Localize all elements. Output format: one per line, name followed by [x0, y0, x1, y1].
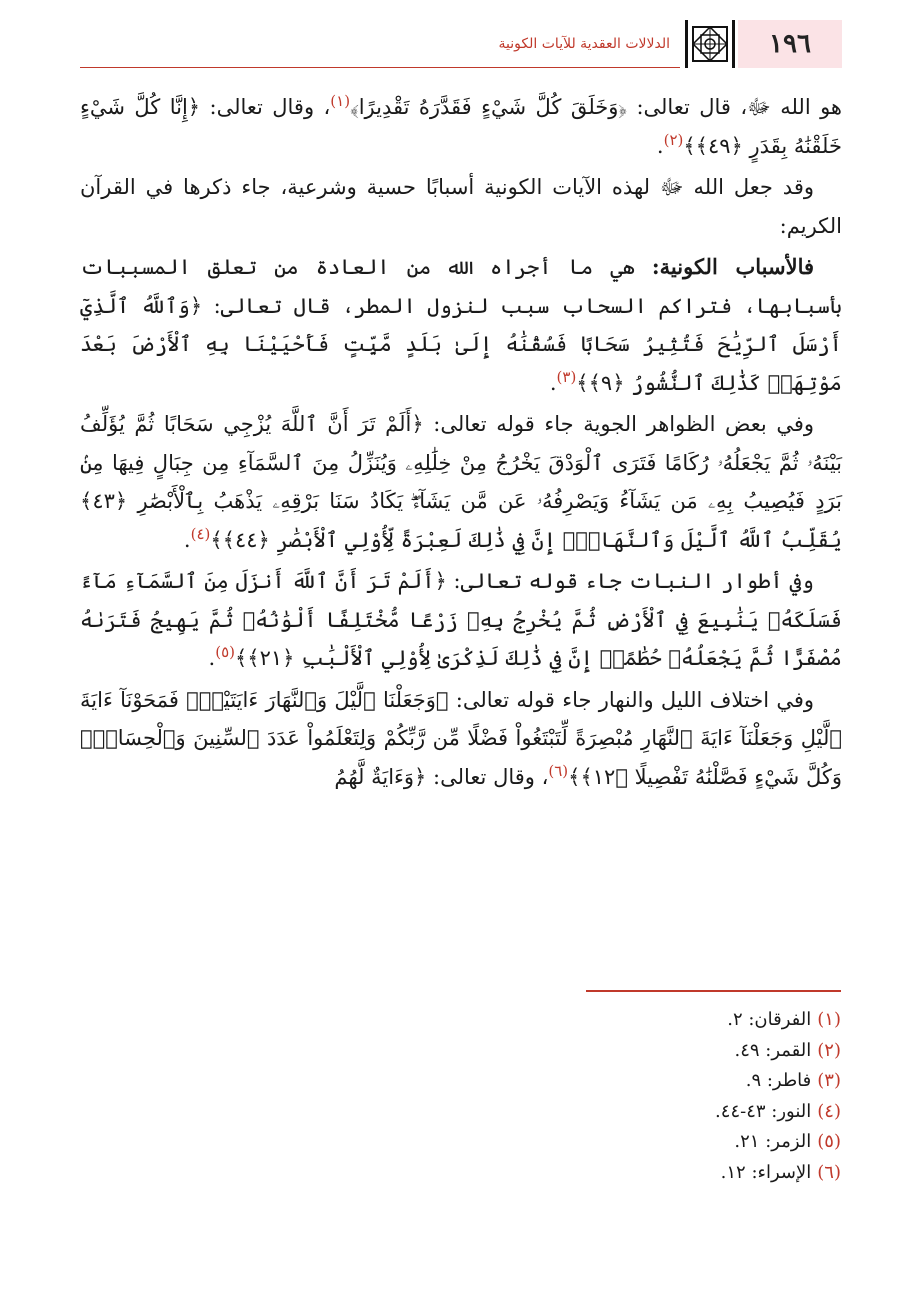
- footnote: [281, 1097, 841, 1128]
- main-text: [80, 88, 842, 799]
- running-title-text: الدلالات العقدية للآيات الكونية: [498, 35, 670, 52]
- footnote-number: (٣): [817, 1070, 841, 1091]
- quran-verse: ﴿وَخَلَقَ كُلَّ شَيْءٍ فَقَدَّرَهُ تَقْدِيرًا﴾: [350, 95, 628, 119]
- paragraph: [80, 168, 842, 245]
- text-run: وفي بعض الظواهر الجوية جاء قوله تعالى:: [423, 412, 815, 436]
- paragraph: [80, 88, 842, 165]
- footnote-ref: (٣): [556, 367, 577, 386]
- text-run: ، وقال تعالى:: [426, 764, 549, 789]
- footnote: [281, 1127, 841, 1158]
- text-run: .: [208, 646, 216, 670]
- footnote: [281, 1066, 841, 1097]
- footnotes: [281, 1005, 841, 1188]
- footnote-separator: [586, 990, 841, 992]
- footnote: [281, 1036, 841, 1067]
- paragraph: [80, 681, 842, 797]
- page-header: [80, 20, 842, 68]
- footnote-number: (٤): [817, 1100, 841, 1122]
- footnote-ref: (٦): [548, 761, 569, 780]
- footnote-number: (٦): [817, 1161, 841, 1183]
- footnote-ref: (١): [330, 92, 351, 110]
- text-run: .: [656, 133, 664, 158]
- footnote: [281, 1005, 841, 1036]
- paragraph: [80, 248, 842, 402]
- quran-verse: ﴿إِنَّا كُلَّ شَيْءٍ خَلَقْنَٰهُ بِقَدَرٍ ﴿٤٩﴾﴾: [80, 95, 842, 158]
- text-run: .: [549, 370, 557, 395]
- bold-term: فالأسباب الكونية:: [651, 254, 815, 279]
- footnote-text: فاطر: ٩.: [745, 1070, 812, 1091]
- footnote-text: القمر: ٤٩.: [734, 1039, 812, 1061]
- quran-verse: ﴿أَلَمْ تَرَ أَنَّ ٱللَّهَ يُزْجِي سَحَابًا ثُمَّ يُؤَلِّفُ بَيْنَهُۥ ثُمَّ يَجْعَلُهُۥ رُكَامًا فَتَرَى ٱلْوَدْقَ يَخْرُجُ مِنْ خِلَٰلِهِۦ وَيُنَزِّلُ مِنَ ٱلسَّمَآءِ مِن جِبَالٍ فِيهَا مِنۢ بَرَدٍ فَيُصِيبُ بِهِۦ مَن يَشَآءُ وَيَصْرِفُهُۥ عَن مَّن يَشَآءُۖ يَكَادُ سَنَا بَرْقِهِۦ يَذْهَبُ بِٱلْأَبْصَٰرِ ﴿٤٣﴾ يُقَلِّبُ ٱللَّهُ ٱلَّيْلَ وَٱلنَّهَارَۚ إِنَّ فِي ذَٰلِكَ لَعِبْرَةً لِّأُوْلِي ٱلْأَبْصَٰرِ ﴿٤٤﴾﴾: [80, 412, 842, 552]
- quran-verse: ﴿وَجَعَلْنَا ٱلَّيْلَ وَٱلنَّهَارَ ءَايَتَيْنِۖ فَمَحَوْنَآ ءَايَةَ ٱلَّيْلِ وَجَعَلْنَآ ءَايَةَ ٱلنَّهَارِ مُبْصِرَةً لِّتَبْتَغُواْ فَضْلًا مِّن رَّبِّكُمْ وَلِتَعْلَمُواْ عَدَدَ ٱلسِّنِينَ وَٱلْحِسَابَۚ وَكُلَّ شَيْءٍ فَصَّلْنَٰهُ تَفْصِيلًا ﴿١٢﴾﴾: [80, 687, 842, 789]
- running-title: [80, 20, 680, 68]
- text-run: ، وقال تعالى:: [200, 95, 331, 119]
- quran-verse: ﴿أَلَمْ تَرَ أَنَّ ٱللَّهَ أَنزَلَ مِنَ ٱلسَّمَآءِ مَآءً فَسَلَكَهُۥ يَنَٰبِيعَ فِي ٱلْأَرْضِ ثُمَّ يُخْرِجُ بِهِۦ زَرْعًا مُّخْتَلِفًا أَلْوَٰنُهُۥ ثُمَّ يَهِيجُ فَتَرَىٰهُ مُصْفَرًّا ثُمَّ يَجْعَلُهُۥ حُطَٰمًاۚ إِنَّ فِي ذَٰلِكَ لَذِكْرَىٰ لِأُوْلِي ٱلْأَلْبَٰبِ ﴿٢١﴾﴾: [80, 569, 842, 670]
- paragraph: [80, 405, 842, 559]
- text-run: وقد جعل الله ﷻ لهذه الآيات الكونية أسبابًا حسية وشرعية، جاء ذكرها في القرآن الكريم:: [80, 175, 842, 238]
- footnote-text: الزمر: ٢١.: [734, 1131, 812, 1152]
- text-run: .: [183, 527, 191, 552]
- footnote-number: (١): [817, 1009, 841, 1030]
- footnote-text: الفرقان: ٢.: [727, 1009, 812, 1030]
- ornament-icon: [685, 20, 735, 68]
- footnote-ref: (٥): [215, 643, 235, 661]
- text-run: وفي اختلاف الليل والنهار جاء قوله تعالى:: [448, 687, 815, 712]
- page-number: ١٩٦: [738, 20, 842, 68]
- footnote-text: النور: ٤٣-٤٤.: [715, 1100, 812, 1122]
- text-run: هو الله ﷻ، قال تعالى:: [627, 95, 842, 119]
- footnote-number: (٥): [817, 1131, 841, 1152]
- text-run: هي ما أجراه الله من العادة من تعلق المسببات بأسبابها، فتراكم السحاب سبب لنزول المطر، قال تعالى:: [80, 255, 842, 318]
- footnote-text: الإسراء: ١٢.: [720, 1161, 812, 1183]
- footnote: [281, 1158, 841, 1189]
- quran-verse: ﴿وَٱللَّهُ ٱلَّذِيٓ أَرْسَلَ ٱلرِّيَٰحَ فَتُثِيرُ سَحَابًا فَسُقْنَٰهُ إِلَىٰ بَلَدٍ مَّيِّتٍ فَأَحْيَيْنَا بِهِ ٱلْأَرْضَ بَعْدَ مَوْتِهَاۚ كَذَٰلِكَ ٱلنُّشُورُ ﴿٩﴾﴾: [80, 293, 842, 395]
- paragraph: [80, 562, 842, 678]
- footnote-ref: (٤): [190, 524, 211, 543]
- footnote-number: (٢): [817, 1039, 841, 1061]
- footnote-ref: (٢): [663, 130, 684, 149]
- quran-verse: ﴿وَءَايَةٌ لَّهُمُ: [334, 764, 427, 789]
- text-run: وفي أطوار النبات جاء قوله تعالى:: [446, 569, 814, 593]
